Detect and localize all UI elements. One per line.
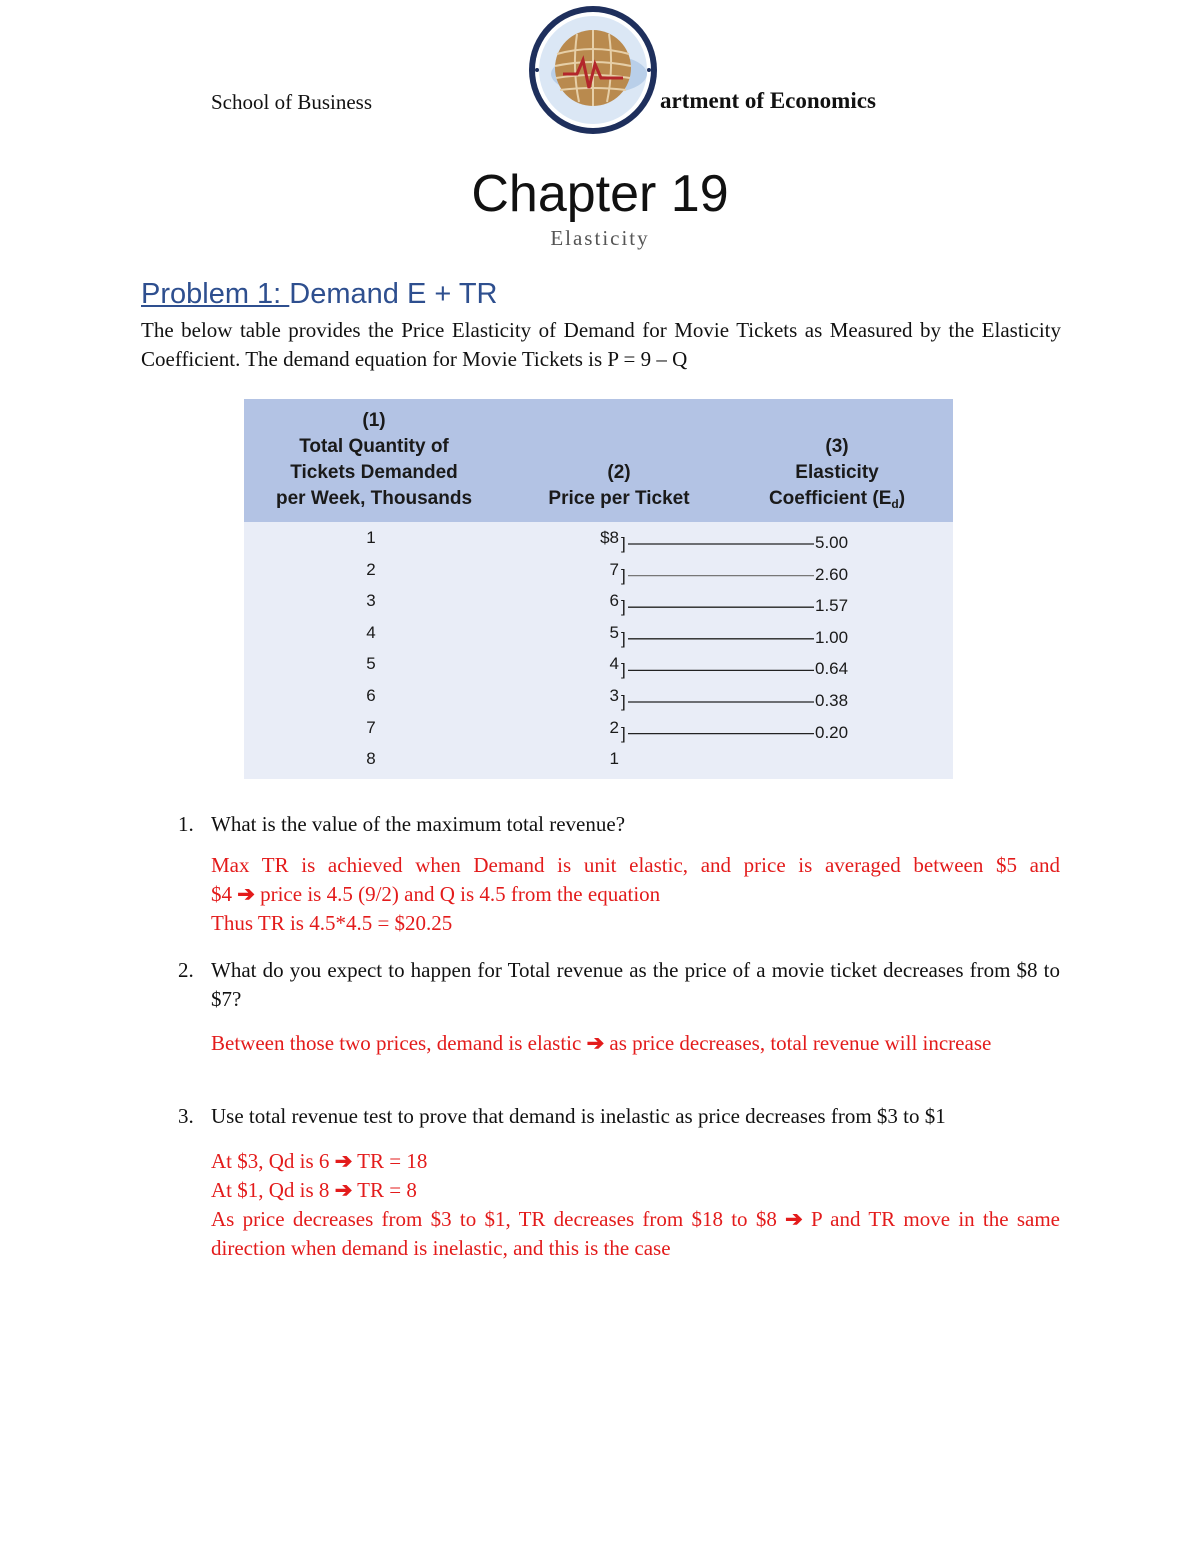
col3-line1: Elasticity <box>795 462 879 483</box>
answer-line: Between those two prices, demand is elastic ➔ as price decreases, total revenue will increase <box>211 1031 992 1055</box>
arrow-icon: ➔ <box>237 882 255 906</box>
col1-line3: per Week, Thousands <box>275 488 473 509</box>
col3-subscript: d <box>891 497 899 511</box>
bracket-mark: ] <box>621 692 626 711</box>
coefficient-cell: 0.20 <box>815 722 849 742</box>
answer-block <box>211 851 1060 938</box>
bracket-mark: ] <box>621 660 626 680</box>
arrow-icon: ➔ <box>334 1149 353 1173</box>
quantity-cell: 7 <box>366 717 376 737</box>
question-number: 3. <box>178 1104 194 1128</box>
price-cell: 3 <box>609 686 619 705</box>
bracket-mark: ] <box>621 628 626 648</box>
coefficient-cell: 1.00 <box>815 627 849 647</box>
col3-coef-text: Coefficient (E <box>768 488 892 509</box>
quantity-cell: 5 <box>366 654 376 674</box>
quantity-cell: 8 <box>366 749 376 769</box>
col1-line2: Tickets Demanded <box>290 462 458 483</box>
bracket-mark: ] <box>621 723 626 743</box>
header-school: School of Business <box>211 90 373 114</box>
answer-line: At $1, Qd is 8 ➔ TR = 8 <box>211 1178 417 1202</box>
answer-line: At $3, Qd is 6 ➔ TR = 18 <box>211 1149 428 1173</box>
price-cell: 6 <box>609 591 619 611</box>
quantity-cell: 1 <box>366 528 376 547</box>
elasticity-table <box>244 399 953 779</box>
problem-intro: The below table provides the Price Elasticity of Demand for Movie Tickets as Measured by the Elasticity Coefficient. The demand equation for Movie Tickets is P = 9 – Q <box>141 318 1061 371</box>
question-number: 2. <box>178 958 194 982</box>
arrow-icon: ➔ <box>334 1178 353 1202</box>
bracket-mark: ] <box>621 534 626 553</box>
page-subtitle: Elasticity <box>550 226 650 250</box>
col3-close-paren: ) <box>898 488 906 509</box>
university-logo <box>527 4 659 136</box>
arrow-icon: ➔ <box>785 1207 803 1231</box>
question-number: 1. <box>178 812 194 836</box>
coefficient-cell: 5.00 <box>815 533 849 552</box>
answer-line: As price decreases from $3 to $1, TR decreases from $18 to $8 ➔ P and TR move in the same direction when demand is inelastic, and this is the case <box>211 1207 1060 1260</box>
price-cell: 4 <box>609 654 619 674</box>
col3-number: (3) <box>825 436 849 457</box>
problem-heading <box>141 278 498 311</box>
quantity-cell: 4 <box>366 622 376 642</box>
col1-line1: Total Quantity of <box>299 436 449 457</box>
col2-line1: Price per Ticket <box>548 488 690 509</box>
answer-line: $4 ➔ price is 4.5 (9/2) and Q is 4.5 from the equation <box>211 882 661 906</box>
price-cell: $8 <box>600 528 619 547</box>
quantity-cell: 3 <box>366 591 376 611</box>
problem-heading-topic: Demand E + TR <box>289 278 498 310</box>
answer-line: Max TR is achieved when Demand is unit elastic, and price is averaged between $5 and <box>211 853 1060 877</box>
coefficient-cell: 2.60 <box>815 564 849 584</box>
col2-number: (2) <box>607 462 631 483</box>
connector-lines <box>244 399 953 779</box>
question-text: What is the value of the maximum total revenue? <box>211 812 626 836</box>
problem-heading-label: Problem 1: <box>141 278 290 310</box>
col1-number: (1) <box>362 410 386 431</box>
coefficient-cell: 0.38 <box>815 691 849 710</box>
header-department: artment of Economics <box>660 88 876 113</box>
quantity-cell: 6 <box>366 686 376 705</box>
page-title: Chapter 19 <box>471 165 729 223</box>
coefficient-cell: 0.64 <box>815 659 849 679</box>
answer-block <box>211 1147 1060 1263</box>
answer-block <box>211 1029 1060 1058</box>
bracket-mark: ] <box>621 597 626 617</box>
bracket-mark: ] <box>621 565 626 585</box>
price-cell: 5 <box>609 622 619 642</box>
coefficient-cell: 1.57 <box>815 596 849 616</box>
price-cell: 7 <box>609 559 619 579</box>
price-cell: 2 <box>609 717 619 737</box>
answer-line: Thus TR is 4.5*4.5 = $20.25 <box>211 911 453 935</box>
arrow-icon: ➔ <box>586 1031 605 1055</box>
question-text: Use total revenue test to prove that demand is inelastic as price decreases from $3 to $1 <box>211 1104 946 1128</box>
question-text: What do you expect to happen for Total revenue as the price of a movie ticket decreases from $8 to $7? <box>211 958 1060 1011</box>
quantity-cell: 2 <box>366 559 376 579</box>
price-cell: 1 <box>609 749 619 769</box>
